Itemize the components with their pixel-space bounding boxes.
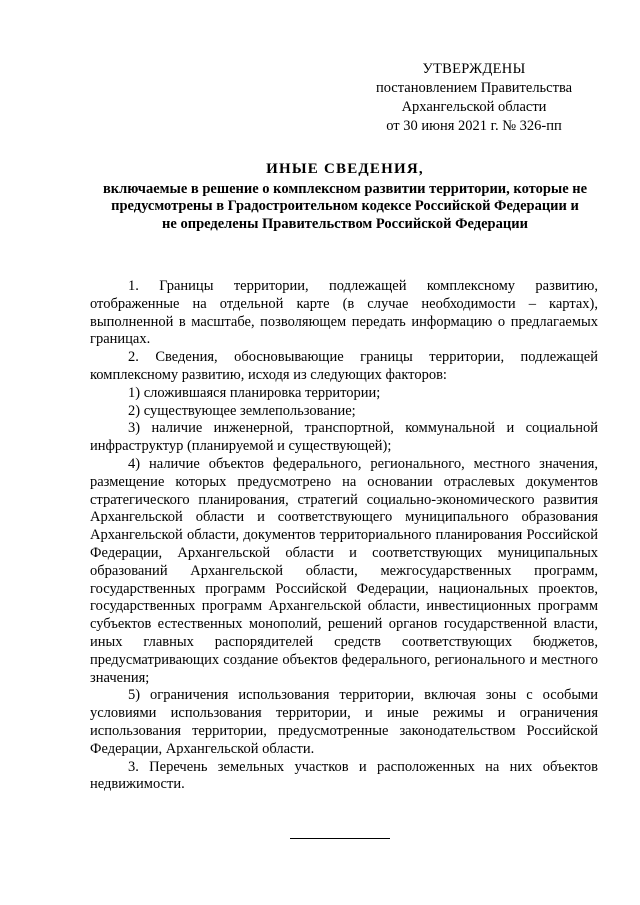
list-item-4: 4) наличие объектов федерального, регионального, местного значения, размещение которых предусмотрено на основании отраслевых документов стратегического планирования, стратегий социально-экономического развития Архангельской области и соответствующего муниципального образования Архангельской области, документов территориального планирования Российской Федерации, Архангельской области и соответствующих муниципальных образований Архангельской области, межгосударственных программ, государственных программ Российской Федерации, национальных проектов, государственных программ Архангельской области, инвестиционных программ субъектов естественных монополий, решений органов государственной власти, иных главных распорядителей средств соответствующих бюджетов, предусматривающих создание объектов федерального, регионального и местного значения; [90,455,598,686]
list-item-1: 1) сложившаяся планировка территории; [128,384,381,401]
approval-line-2: Архангельской области [401,99,547,115]
approval-stamp [360,60,588,136]
list-item-5: 5) ограничения использования территории, включая зоны с особыми условиями использования территории, и иные режимы и ограничения использования территории, предусмотренные законодательством Российской Федерации, Архангельской области. [90,687,598,757]
list-item-2: 2) существующее землепользование; [128,402,356,419]
document-heading [90,161,600,233]
document-title: ИНЫЕ СВЕДЕНИЯ, [266,161,424,177]
closing-rule [290,838,390,839]
document-body [90,278,598,794]
approval-line-1: постановлением Правительства [375,80,573,96]
document-subtitle: включаемые в решение о комплексном развитии территории, которые не предусмотрены в Градостроительном кодексе Российской Федерации и не определены Правительством Российской Федерации [102,180,588,232]
approval-line-3: от 30 июня 2021 г. № 326-пп [386,118,562,134]
paragraph-1: 1. Границы территории, подлежащей комплексному развитию, отображенные на отдельной карте (в случае необходимости – картах), выполненной в масштабе, позволяющем передать информацию о предлагаемых границах. [90,278,598,348]
paragraph-2: 2. Сведения, обосновывающие границы территории, подлежащей комплексному развитию, исходя из следующих факторов: [90,349,598,383]
list-item-3: 3) наличие инженерной, транспортной, коммунальной и социальной инфраструктур (планируемой и существующей); [90,420,598,455]
paragraph-3: 3. Перечень земельных участков и расположенных на них объектов недвижимости. [90,758,598,793]
approval-title: УТВЕРЖДЕНЫ [422,61,526,77]
